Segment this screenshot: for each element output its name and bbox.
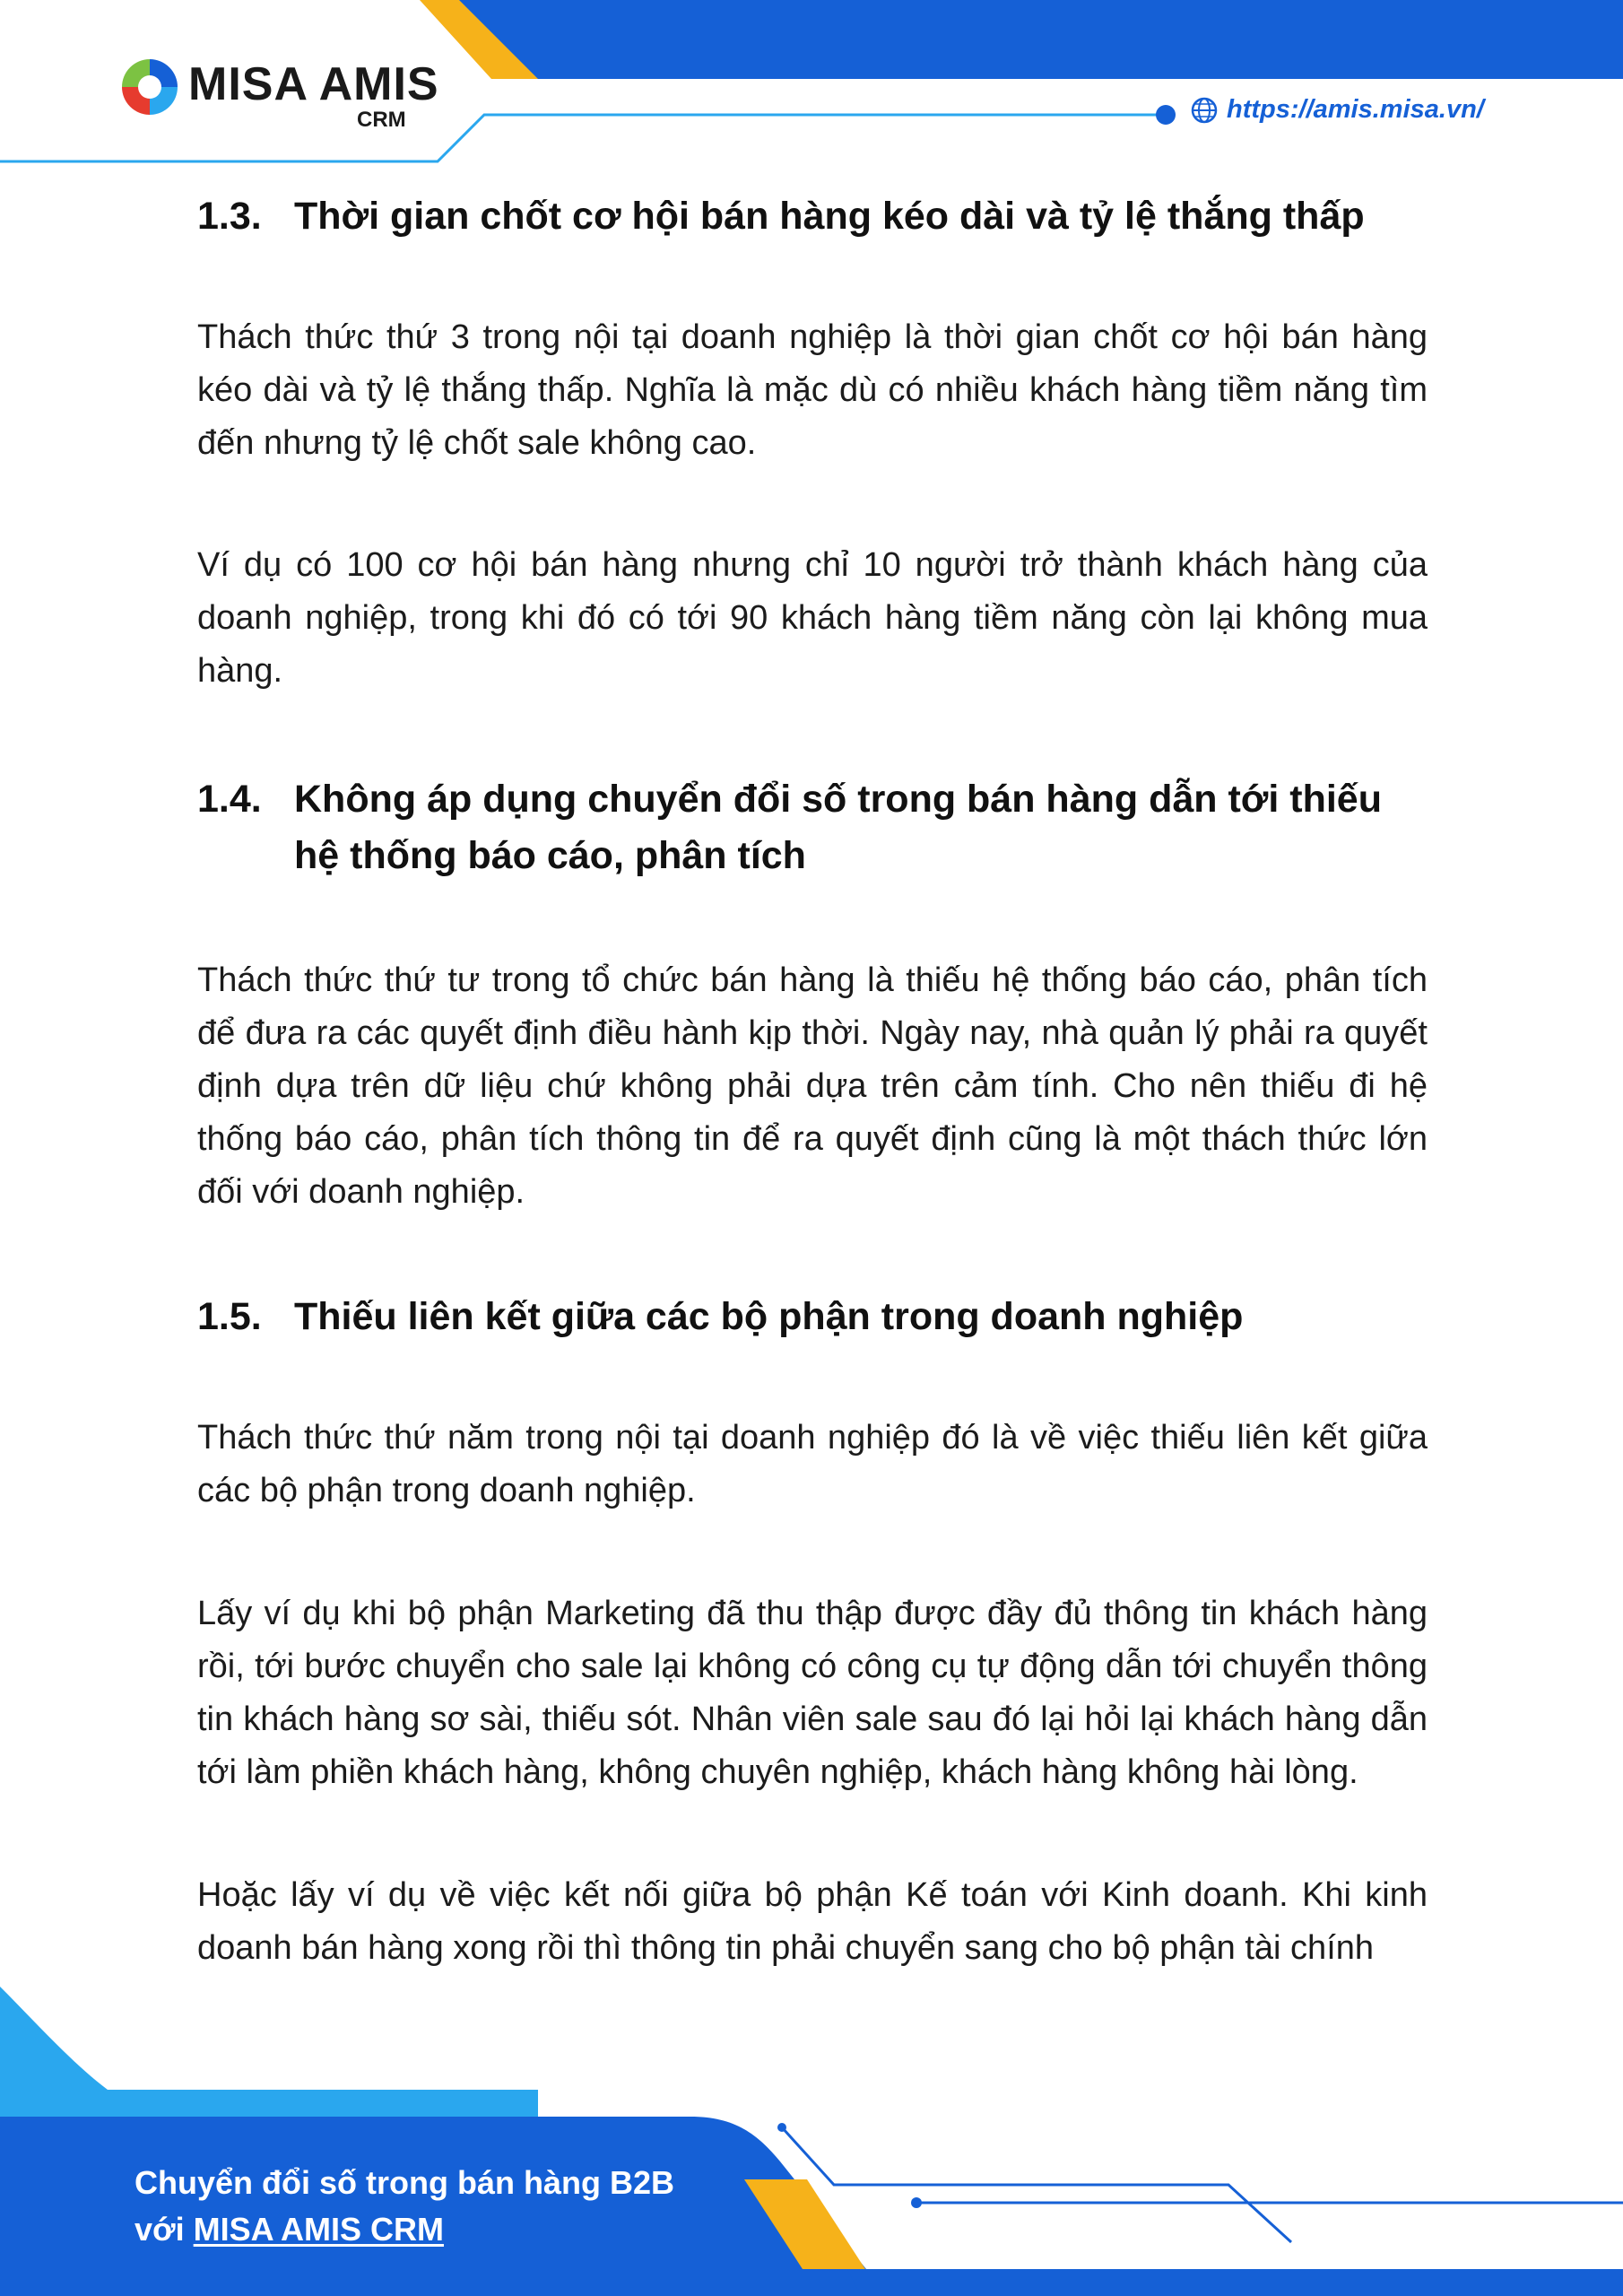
paragraph: Thách thức thứ năm trong nội tại doanh nghiệp đó là về việc thiếu liên kết giữa các bộ phận trong doanh nghiệp. xyxy=(197,1419,1428,1509)
footer-line-1: Chuyển đổi số trong bán hàng B2B xyxy=(135,2164,674,2201)
section-title: Không áp dụng chuyển đổi số trong bán hàng dẫn tới thiếu hệ thống báo cáo, phân tích xyxy=(294,778,1382,877)
logo-swirl-icon xyxy=(118,56,181,118)
section-title: Thiếu liên kết giữa các bộ phận trong doanh nghiệp xyxy=(294,1295,1244,1338)
section-heading-1-5 xyxy=(197,1289,1428,1345)
logo-subtext: CRM xyxy=(357,108,406,132)
logo-text: MISA AMIS xyxy=(188,58,439,110)
footer-title xyxy=(135,2160,674,2253)
paragraph: Hoặc lấy ví dụ về việc kết nối giữa bộ phận Kế toán với Kinh doanh. Khi kinh doanh bán hàng xong rồi thì thông tin phải chuyển sang cho bộ phận tài chính xyxy=(197,1876,1428,1967)
paragraph: Lấy ví dụ khi bộ phận Marketing đã thu thập được đầy đủ thông tin khách hàng rồi, tới bước chuyển cho sale lại không có công cụ tự động dẫn tới chuyển thông tin khách hàng sơ sài, thiếu sót. Nhân viên sale sau đó lại hỏi lại khách hàng dẫn tới làm phiền khách hàng, không chuyên nghiệp, khách hàng không hài lòng. xyxy=(197,1595,1428,1791)
section-number: 1.5. xyxy=(197,1295,262,1338)
footer-product-link[interactable]: MISA AMIS CRM xyxy=(193,2211,444,2248)
misa-amis-logo xyxy=(118,56,439,138)
footer-line-2 xyxy=(135,2206,674,2253)
paragraph: Thách thức thứ 3 trong nội tại doanh nghiệp là thời gian chốt cơ hội bán hàng kéo dài và tỷ lệ thắng thấp. Nghĩa là mặc dù có nhiều khách hàng tiềm năng tìm đến nhưng tỷ lệ chốt sale không cao. xyxy=(197,318,1428,462)
paragraph: Ví dụ có 100 cơ hội bán hàng nhưng chỉ 10 người trở thành khách hàng của doanh nghiệp, trong khi đó có tới 90 khách hàng tiềm năng còn lại không mua hàng. xyxy=(197,546,1428,690)
section-title: Thời gian chốt cơ hội bán hàng kéo dài và tỷ lệ thắng thấp xyxy=(294,195,1365,238)
globe-icon xyxy=(1191,97,1218,124)
section-heading-1-4 xyxy=(197,771,1428,884)
website-url: https://amis.misa.vn/ xyxy=(1227,95,1484,124)
footer-prefix: với xyxy=(135,2211,185,2248)
section-number: 1.4. xyxy=(197,778,262,821)
website-link[interactable] xyxy=(1191,95,1484,125)
paragraph: Thách thức thứ tư trong tổ chức bán hàng là thiếu hệ thống báo cáo, phân tích để đưa ra các quyết định điều hành kịp thời. Ngày nay, nhà quản lý phải ra quyết định dựa trên dữ liệu chứ không phải dựa trên cảm tính. Cho nên thiếu đi hệ thống báo cáo, phân tích thông tin để ra quyết định cũng là một thách thức lớn đối với doanh nghiệp. xyxy=(197,961,1428,1211)
document-body xyxy=(197,188,1428,1975)
section-number: 1.3. xyxy=(197,195,262,238)
section-heading-1-3 xyxy=(197,188,1428,245)
